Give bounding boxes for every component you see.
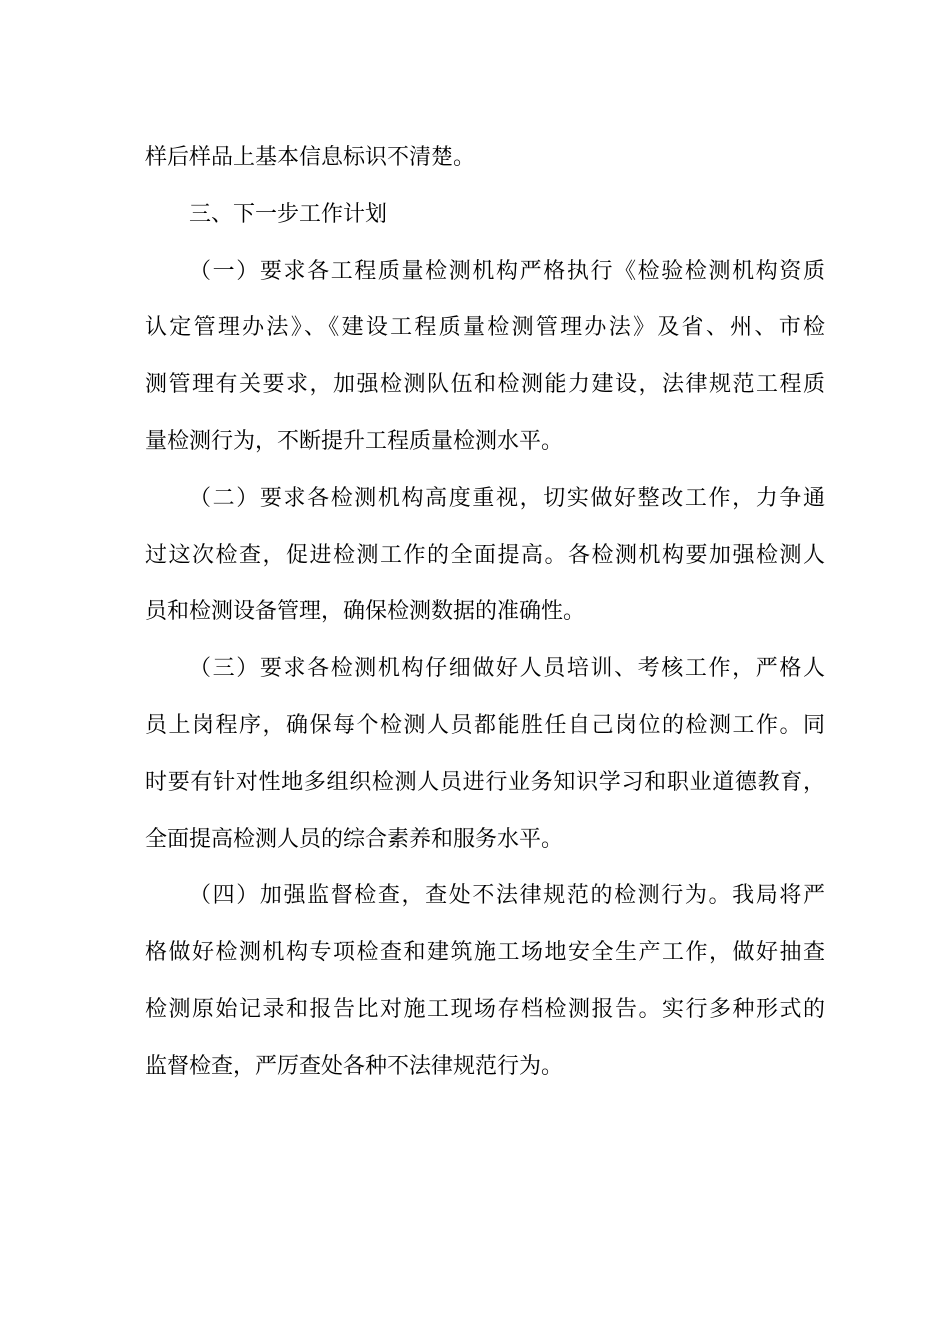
text-line: （三）要求各检测机构仔细做好人员培训、考核工作，严格人 bbox=[189, 656, 825, 682]
text-line: 量检测行为，不断提升工程质量检测水平。 bbox=[145, 428, 564, 454]
text-line: 测管理有关要求，加强检测队伍和检测能力建设，法律规范工程质 bbox=[145, 372, 825, 398]
section-heading: 三、下一步工作计划 bbox=[189, 201, 388, 227]
text-line: （二）要求各检测机构高度重视，切实做好整改工作，力争通 bbox=[189, 485, 825, 511]
text-line: 认定管理办法》、《建设工程质量检测管理办法》及省、州、市检 bbox=[145, 315, 825, 341]
document-body bbox=[145, 130, 825, 1096]
text-line: 时要有针对性地多组织检测人员进行业务知识学习和职业道德教育， bbox=[145, 769, 825, 795]
text-line: 员上岗程序，确保每个检测人员都能胜任自己岗位的检测工作。同 bbox=[145, 712, 825, 738]
text-line: 过这次检查，促进检测工作的全面提高。各检测机构要加强检测人 bbox=[145, 542, 825, 568]
text-line: （四）加强监督检查，查处不法律规范的检测行为。我局将严 bbox=[189, 883, 825, 909]
text-line: 全面提高检测人员的综合素养和服务水平。 bbox=[145, 826, 564, 852]
text-line: 格做好检测机构专项检查和建筑施工场地安全生产工作，做好抽查 bbox=[145, 940, 825, 966]
text-line: 监督检查，严厉查处各种不法律规范行为。 bbox=[145, 1053, 564, 1079]
text-line: 样后样品上基本信息标识不清楚。 bbox=[145, 145, 476, 170]
text-line: 检测原始记录和报告比对施工现场存档检测报告。实行多种形式的 bbox=[145, 996, 825, 1022]
text-line: （一）要求各工程质量检测机构严格执行《检验检测机构资质 bbox=[189, 258, 825, 284]
text-line: 员和检测设备管理，确保检测数据的准确性。 bbox=[145, 599, 586, 625]
